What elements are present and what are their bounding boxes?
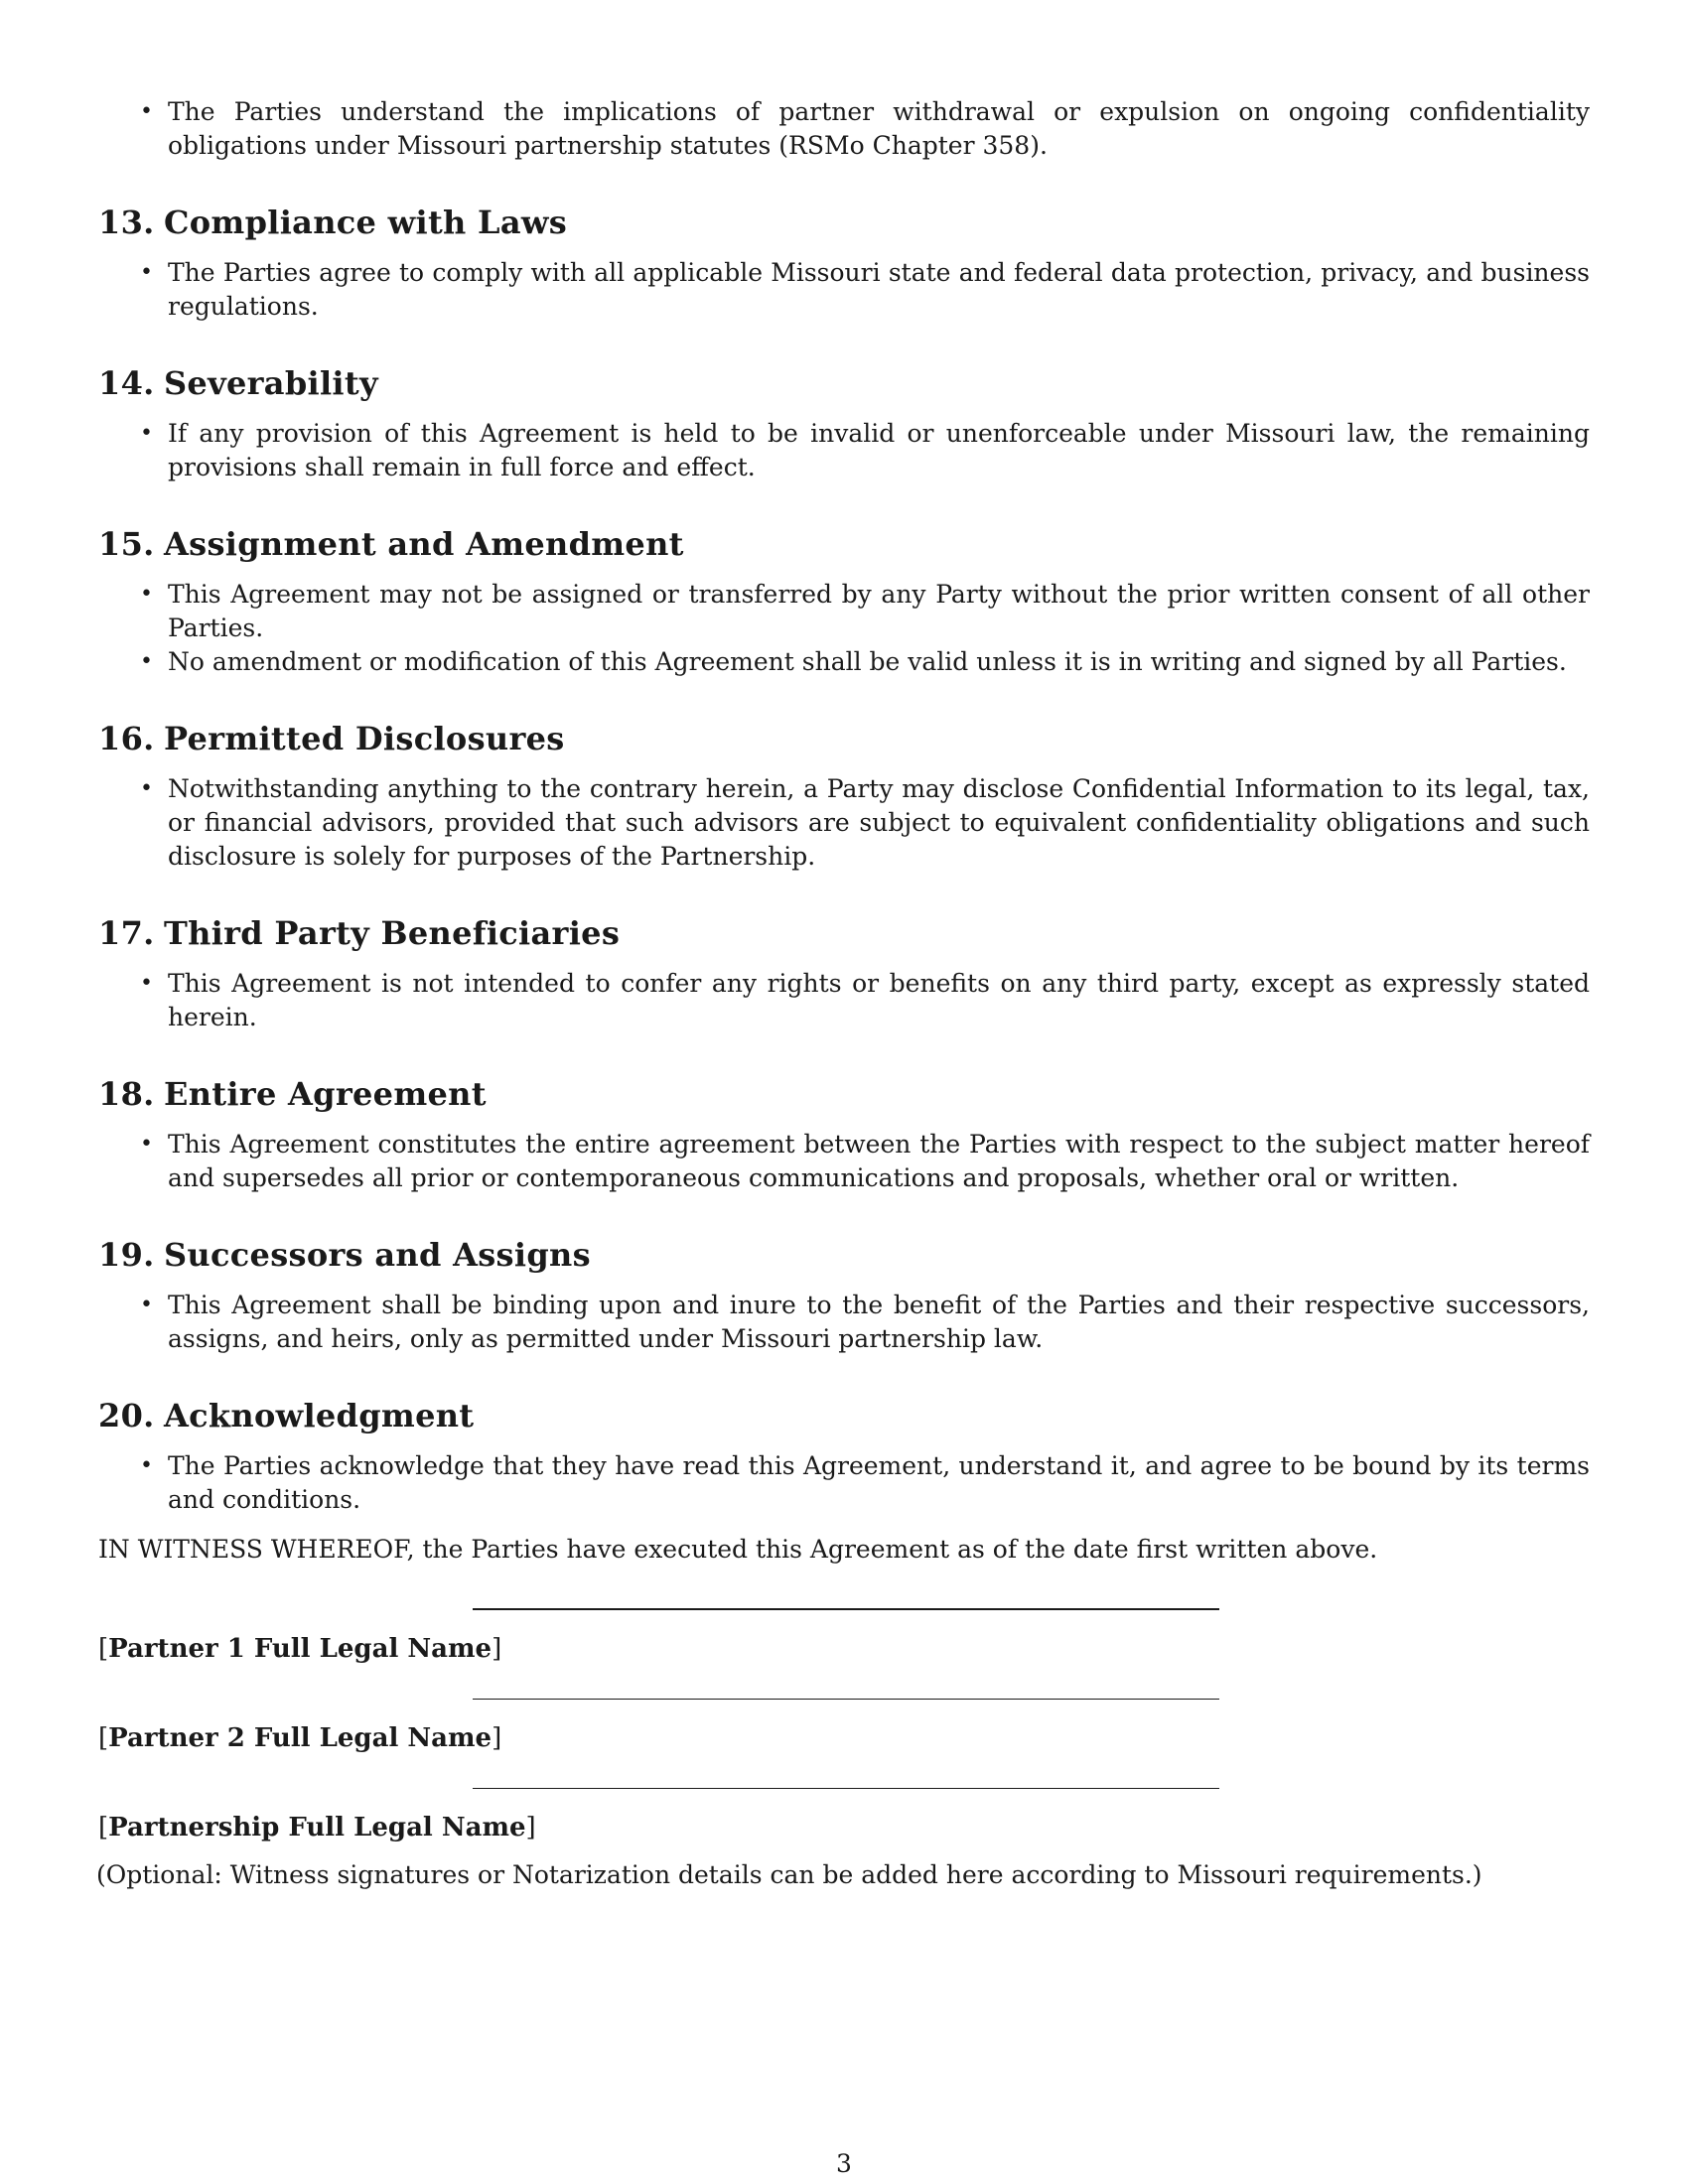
signature-block-partner-2 [98,1699,1590,1755]
list-item: • This Agreement is not intended to confer any rights or benefits on any third party, except as expressly stated herein. [98,967,1590,1034]
section-number: 18. [98,1075,155,1113]
bullet-list [98,417,1590,484]
list-item: • This Agreement shall be binding upon and inure to the benefit of the Parties and their respective successors, assigns, and heirs, only as permitted under Missouri partnership law. [98,1289,1590,1356]
list-item: • Notwithstanding anything to the contrary herein, a Party may disclose Confidential Information to its legal, tax, or financial advisors, provided that such advisors are subject to equivalent confidentiality obligations and such disclosure is solely for purposes of the Partnership. [98,772,1590,874]
signature-block-partner-1 [98,1608,1590,1666]
section-heading [98,524,1590,564]
bullet-list [98,1289,1590,1356]
intro-bullet-list [98,95,1590,163]
section-number: 13. [98,204,155,241]
section-title: Third Party Beneficiaries [164,914,621,952]
section-13 [98,203,1590,324]
section-17 [98,913,1590,1034]
section-heading [98,1235,1590,1275]
section-heading [98,203,1590,242]
section-number: 19. [98,1236,155,1274]
section-title: Successors and Assigns [164,1236,591,1274]
list-item: • No amendment or modification of this Agreement shall be valid unless it is in writing and signed by all Parties. [98,645,1590,679]
section-title: Compliance with Laws [164,204,568,241]
list-item: • If any provision of this Agreement is held to be invalid or unenforceable under Missouri law, the remaining provisions shall remain in full force and effect. [98,417,1590,484]
signature-line[interactable] [473,1699,1219,1700]
section-title: Assignment and Amendment [164,525,684,563]
signature-name: [Partnership Full Legal Name] [98,1813,536,1843]
section-14 [98,363,1590,484]
witness-statement: IN WITNESS WHEREOF, the Parties have executed this Agreement as of the date first written above. [98,1535,1378,1564]
signature-line[interactable] [473,1788,1219,1789]
optional-note: (Optional: Witness signatures or Notarization details can be added here according to Missouri requirements.) [96,1860,1482,1889]
list-item: • This Agreement constitutes the entire agreement between the Parties with respect to the subject matter hereof and supersedes all prior or contemporaneous communications and proposals, whether oral or written. [98,1128,1590,1195]
section-15 [98,524,1590,679]
section-heading [98,363,1590,403]
section-heading [98,719,1590,758]
section-20 [98,1396,1590,1517]
list-item: • The Parties acknowledge that they have read this Agreement, understand it, and agree to be bound by its terms and conditions. [98,1449,1590,1517]
bullet-list [98,578,1590,679]
section-number: 17. [98,914,155,952]
section-number: 15. [98,525,155,563]
section-title: Permitted Disclosures [164,720,565,757]
document-page [98,95,1590,1892]
section-number: 20. [98,1397,155,1434]
bullet-list [98,967,1590,1034]
section-title: Acknowledgment [164,1397,475,1434]
section-16 [98,719,1590,874]
section-title: Entire Agreement [164,1075,487,1113]
section-heading [98,1396,1590,1435]
section-19 [98,1235,1590,1356]
signature-name-text: Partner 1 Full Legal Name [108,1634,492,1664]
signature-name: [Partner 1 Full Legal Name] [98,1634,502,1664]
section-heading [98,913,1590,953]
page-number: 3 [836,2149,852,2178]
bullet-list [98,772,1590,874]
signature-name-text: Partnership Full Legal Name [108,1813,526,1843]
list-item: • The Parties agree to comply with all applicable Missouri state and federal data protection, privacy, and business regulations. [98,256,1590,324]
section-number: 16. [98,720,155,757]
section-heading [98,1074,1590,1114]
signature-name: [Partner 2 Full Legal Name] [98,1723,502,1753]
section-18 [98,1074,1590,1195]
signature-block-partnership [98,1788,1590,1844]
bullet-list [98,1449,1590,1517]
list-item: • The Parties understand the implications of partner withdrawal or expulsion on ongoing confidentiality obligations under Missouri partnership statutes (RSMo Chapter 358). [98,95,1590,163]
section-number: 14. [98,364,155,402]
signature-name-text: Partner 2 Full Legal Name [108,1723,492,1753]
bullet-list [98,256,1590,324]
section-title: Severability [164,364,378,402]
signature-line[interactable] [473,1608,1219,1610]
list-item: • This Agreement may not be assigned or transferred by any Party without the prior written consent of all other Parties. [98,578,1590,645]
bullet-list [98,1128,1590,1195]
